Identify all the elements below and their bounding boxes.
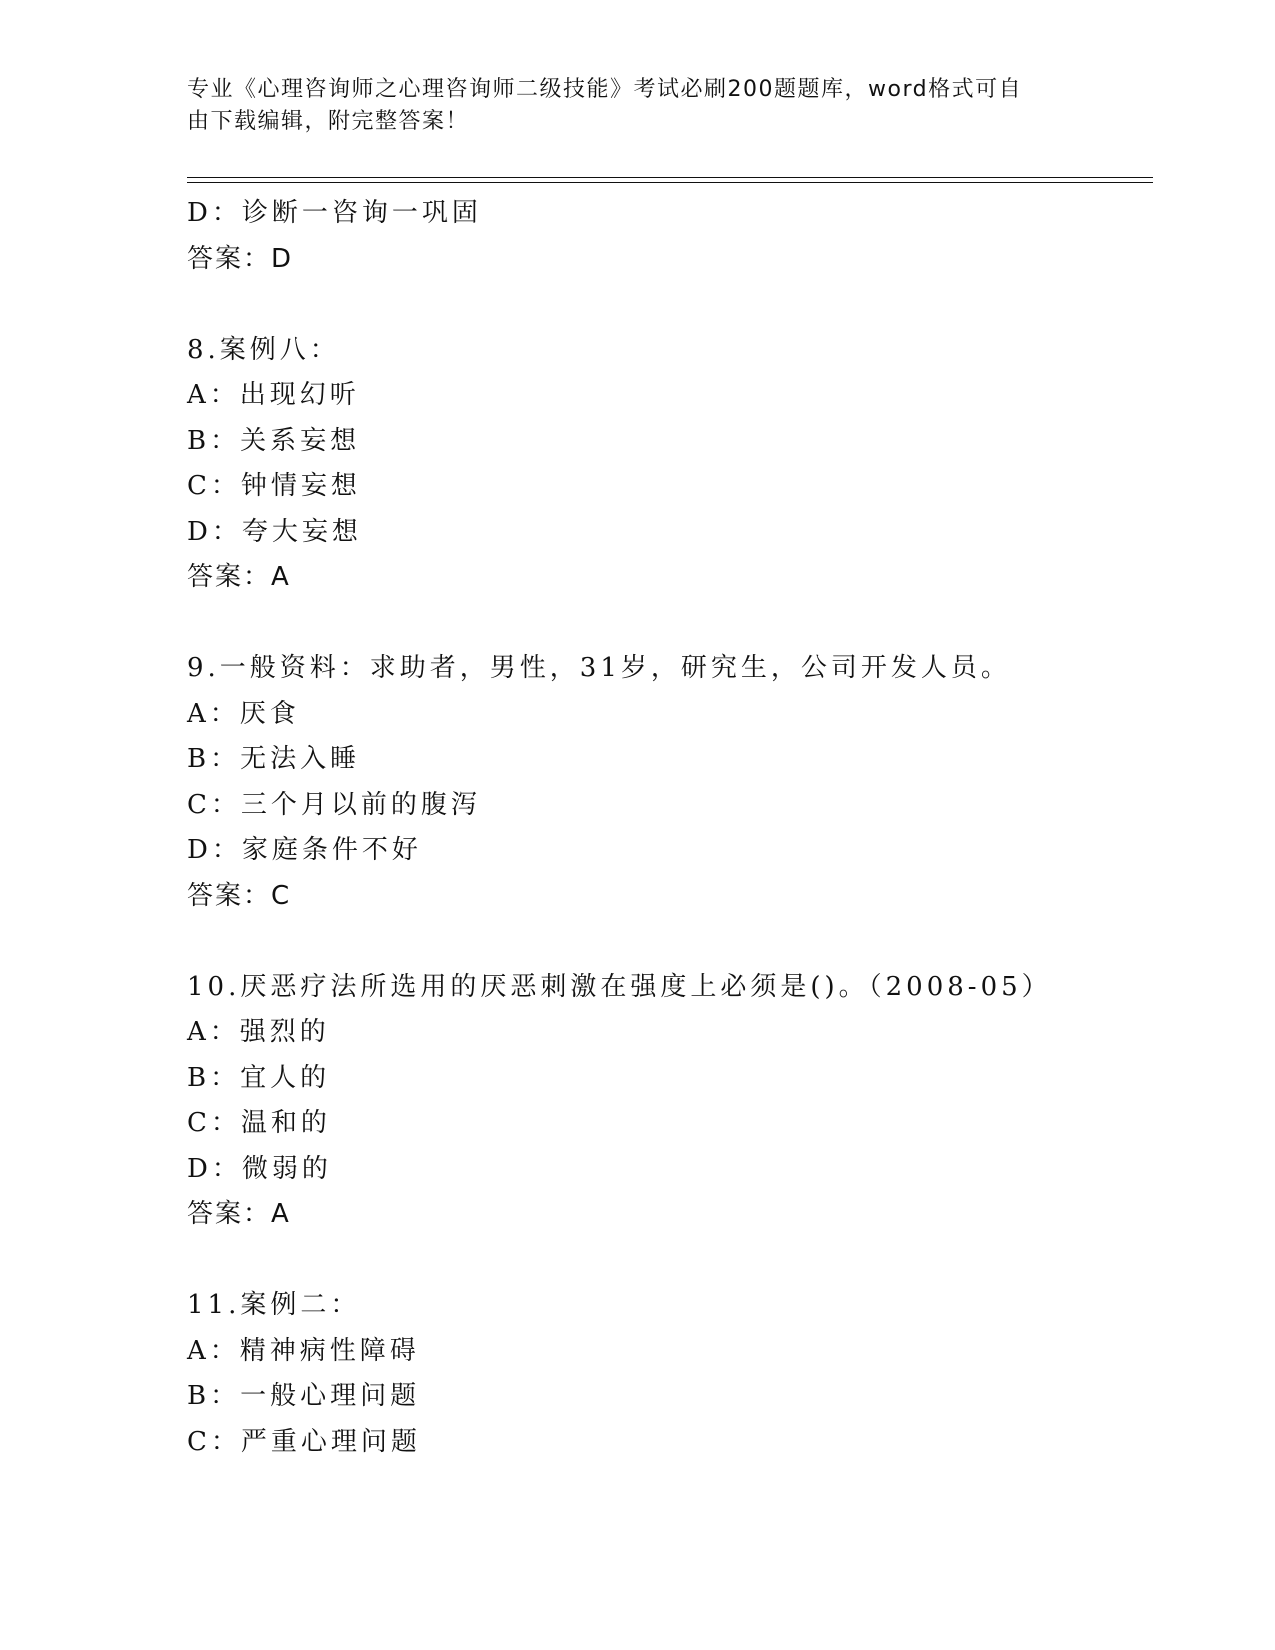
option-d: D：微弱的 [187, 1153, 332, 1184]
option-c: C：钟情妄想 [187, 471, 361, 501]
option-d: D：诊断一咨询一巩固 [187, 198, 482, 228]
header-rule-top [187, 177, 1153, 178]
option-d: D：家庭条件不好 [187, 835, 422, 865]
answer-line: 答案：A [187, 562, 291, 592]
header-line-1: 专业《心理咨询师之心理咨询师二级技能》考试必刷200题题库，word格式可自 [187, 77, 1023, 102]
option-c: C：三个月以前的腹泻 [187, 789, 481, 820]
question-text: 8.案例八： [187, 334, 340, 365]
option-a: A：精神病性障碍 [187, 1335, 420, 1366]
question-11 [187, 1283, 1153, 1465]
option-c: C：温和的 [187, 1108, 331, 1138]
question-text: 9.一般资料：求助者，男性，31岁，研究生，公司开发人员。 [187, 653, 1011, 683]
question-text: 10.厌恶疗法所选用的厌恶刺激在强度上必须是()。（2008-05） [187, 971, 1052, 1002]
option-b: B：关系妄想 [187, 425, 361, 456]
option-c: C：严重心理问题 [187, 1426, 421, 1457]
question-7-continuation [187, 191, 1153, 282]
question-gap [187, 1238, 1153, 1284]
question-text: 11.案例二： [187, 1290, 361, 1320]
option-a: A：强烈的 [187, 1017, 330, 1047]
document-header [187, 74, 1087, 138]
header-rule-bottom [187, 182, 1153, 183]
question-gap [187, 601, 1153, 647]
option-a: A：出现幻听 [187, 380, 360, 410]
option-d: D：夸大妄想 [187, 516, 362, 547]
question-gap [187, 282, 1153, 328]
question-gap [187, 919, 1153, 965]
option-b: B：宜人的 [187, 1062, 331, 1093]
answer-line: 答案：C [187, 880, 292, 911]
question-9 [187, 646, 1153, 919]
answer-line: 答案：A [187, 1199, 291, 1229]
option-a: A：厌食 [187, 698, 300, 729]
question-list [187, 191, 1153, 1465]
option-b: B：无法入睡 [187, 744, 361, 774]
answer-line: 答案：D [187, 243, 294, 274]
option-b: B：一般心理问题 [187, 1381, 421, 1411]
question-10 [187, 965, 1153, 1238]
header-line-2: 由下载编辑，附完整答案！ [187, 109, 470, 134]
question-8 [187, 328, 1153, 601]
